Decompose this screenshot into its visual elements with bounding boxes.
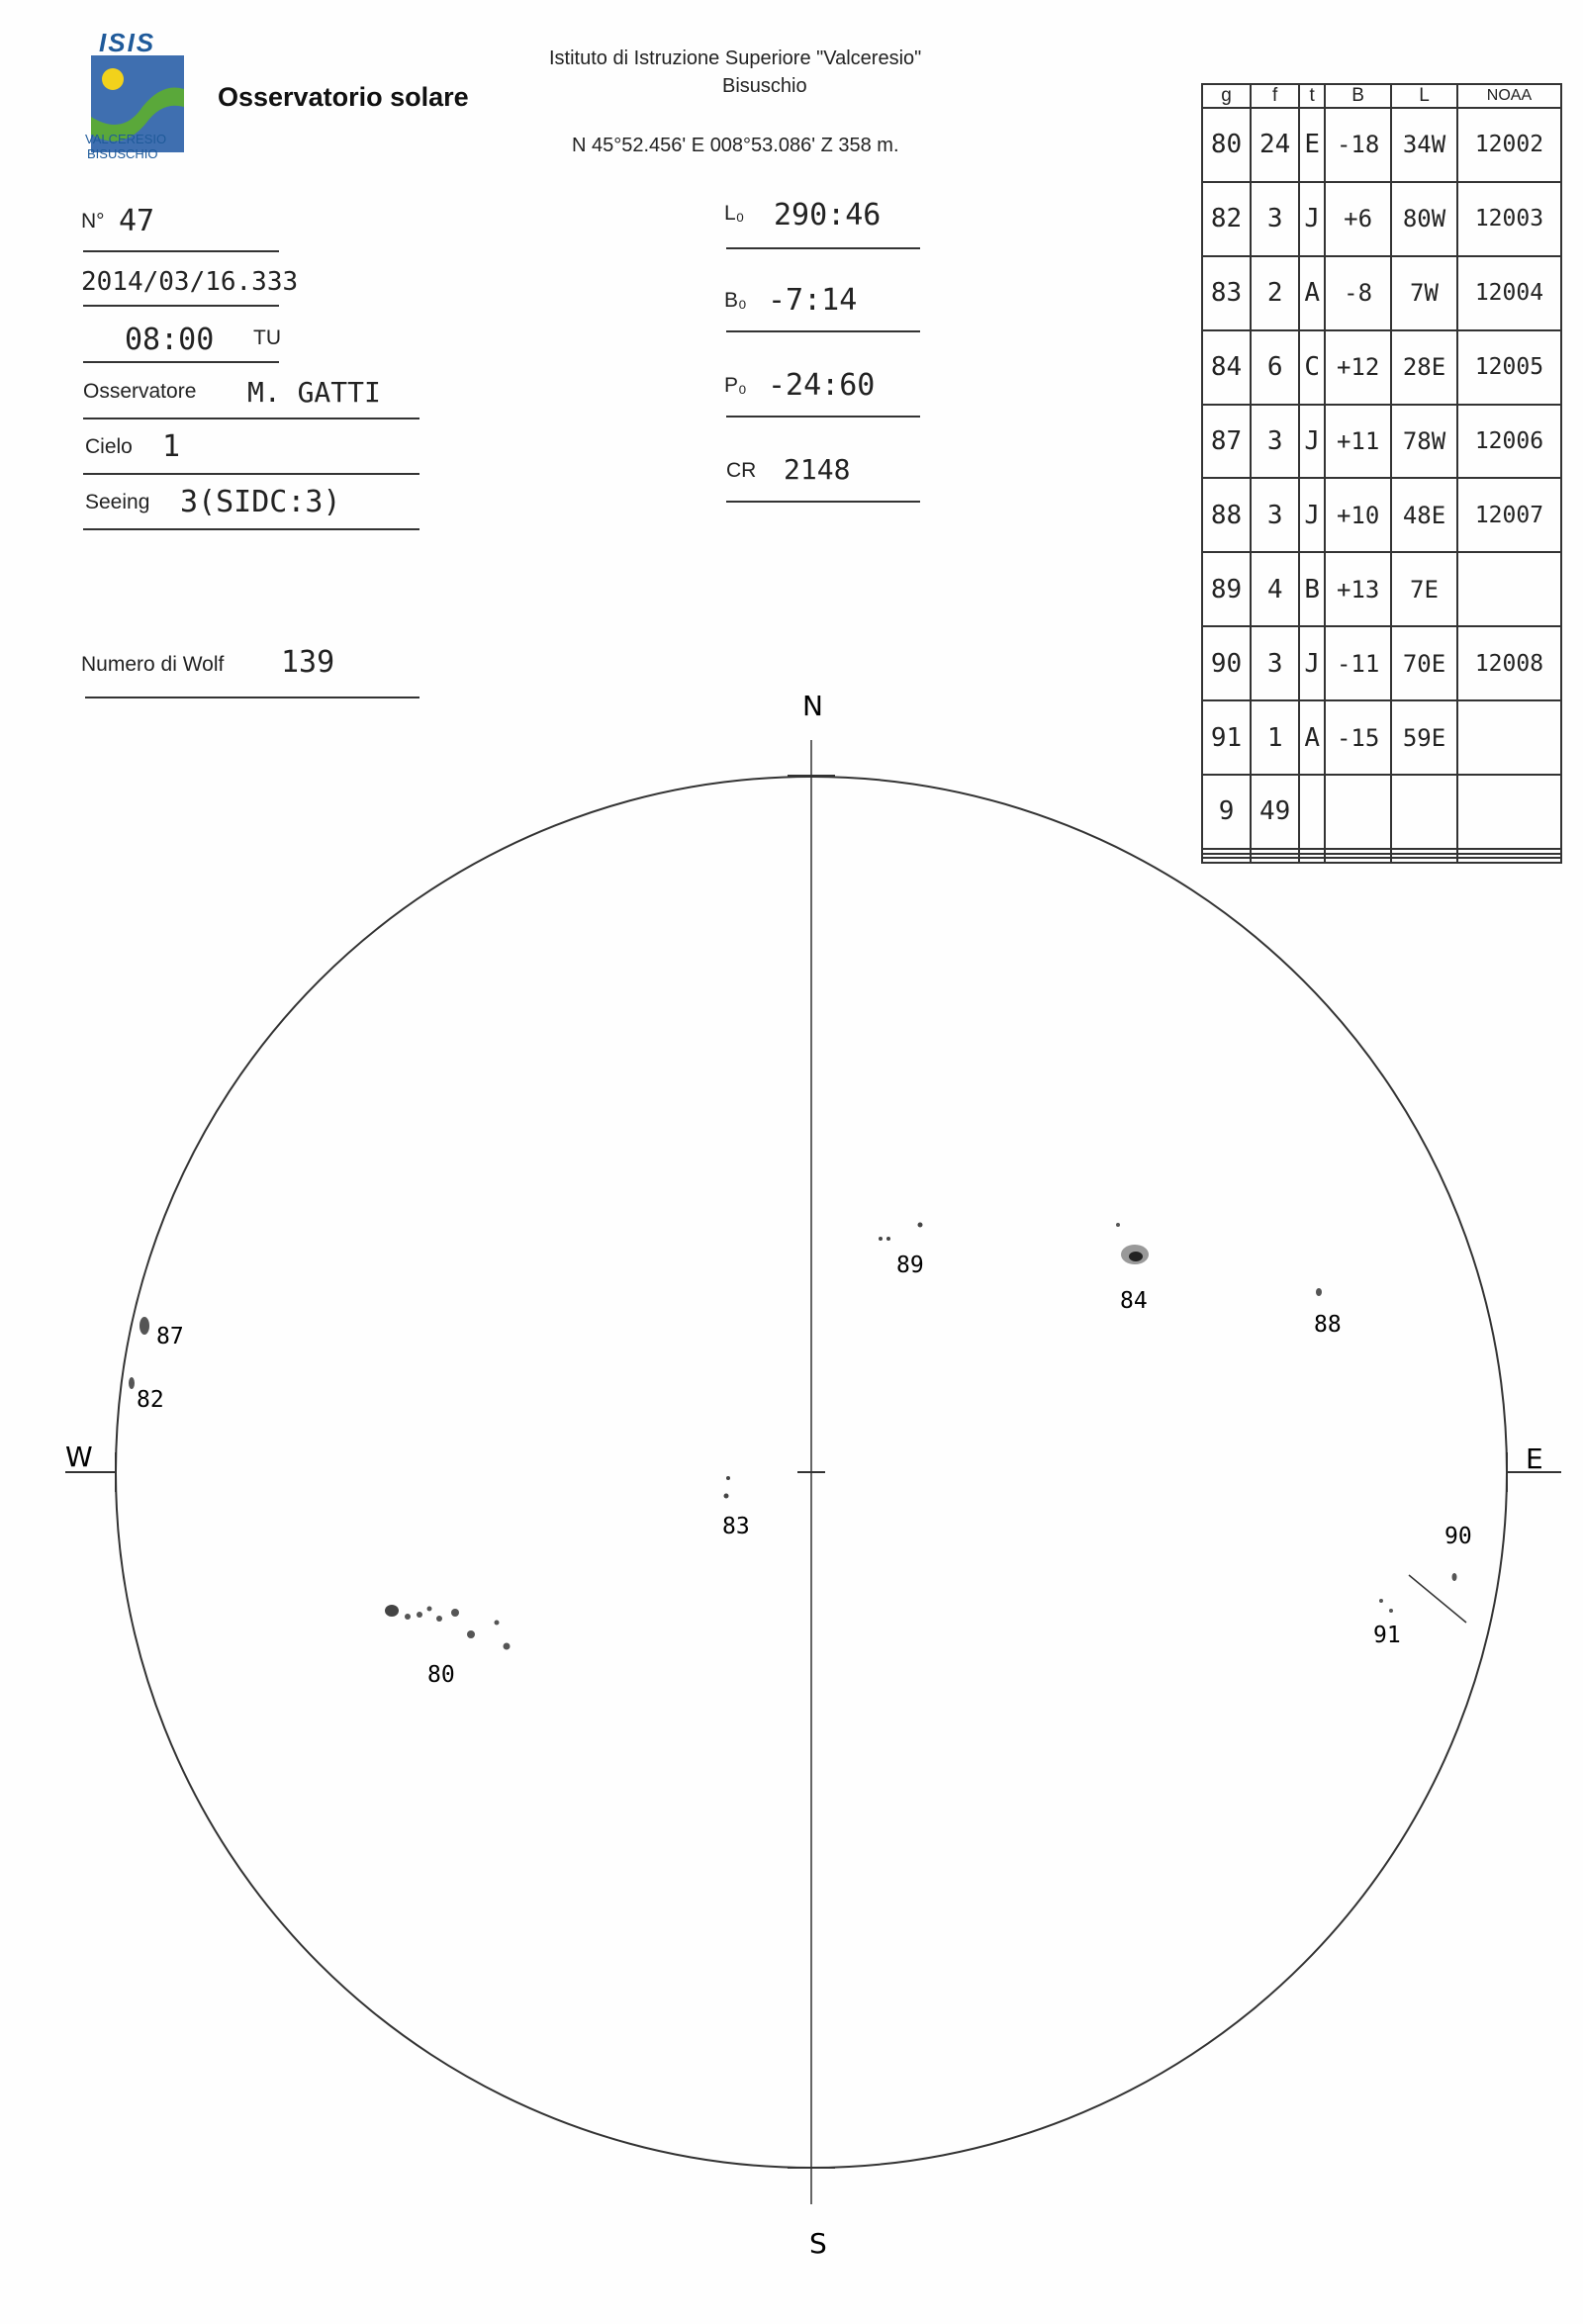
sky-value: 1: [162, 429, 181, 464]
south-label: S: [809, 2227, 827, 2260]
seeing-value: 3(SIDC:3): [180, 485, 341, 519]
table-cell: +12: [1325, 330, 1391, 405]
west-label: W: [65, 1441, 93, 1473]
table-cell: +10: [1325, 478, 1391, 552]
table-cell: 48E: [1391, 478, 1457, 552]
table-cell: 12006: [1457, 405, 1561, 479]
group-89-label: 89: [896, 1253, 924, 1278]
logo-subtitle-1: VALCERESIO: [85, 132, 167, 146]
number-label: N°: [81, 210, 105, 232]
table-cell: 82: [1202, 182, 1251, 256]
sunspot-group-82: [129, 1377, 135, 1389]
table-cell: 9: [1202, 775, 1251, 849]
table-cell: -8: [1325, 256, 1391, 330]
p0-label: P₀: [724, 374, 747, 397]
table-cell: 2: [1251, 256, 1299, 330]
table-cell: J: [1299, 405, 1325, 479]
header-l: L: [1391, 84, 1457, 108]
institute-name: Istituto di Istruzione Superiore "Valceresio": [549, 47, 922, 69]
header-f: f: [1251, 84, 1299, 108]
table-cell: 91: [1202, 700, 1251, 775]
table-cell: 3: [1251, 626, 1299, 700]
table-cell: 12008: [1457, 626, 1561, 700]
table-cell: -11: [1325, 626, 1391, 700]
table-cell: J: [1299, 182, 1325, 256]
table-cell: 24: [1251, 108, 1299, 182]
table-cell: 7W: [1391, 256, 1457, 330]
sunspot-group-88: [1316, 1288, 1322, 1296]
table-cell: B: [1299, 552, 1325, 626]
table-cell: +13: [1325, 552, 1391, 626]
wolf-label: Numero di Wolf: [81, 653, 225, 676]
table-cell: +11: [1325, 405, 1391, 479]
observer-value: M. GATTI: [247, 376, 381, 409]
l0-label: L₀: [724, 202, 745, 225]
table-cell: 12005: [1457, 330, 1561, 405]
table-cell: J: [1299, 626, 1325, 700]
sunspot-group-91: [1379, 1575, 1466, 1623]
table-cell: 12004: [1457, 256, 1561, 330]
header-b: B: [1325, 84, 1391, 108]
table-cell: -15: [1325, 700, 1391, 775]
table-cell: 70E: [1391, 626, 1457, 700]
table-cell: 12003: [1457, 182, 1561, 256]
group-87-label: 87: [156, 1324, 184, 1349]
group-90-label: 90: [1444, 1524, 1472, 1549]
header-t: t: [1299, 84, 1325, 108]
group-80-label: 80: [427, 1662, 455, 1688]
time-value: 08:00: [125, 323, 215, 357]
date-value: 2014/03/16.333: [81, 267, 299, 297]
table-cell: 78W: [1391, 405, 1457, 479]
table-cell: 1: [1251, 700, 1299, 775]
table-cell: 28E: [1391, 330, 1457, 405]
sunspot-group-80: [385, 1605, 511, 1650]
sunspot-group-89: [879, 1223, 923, 1242]
logo-title: ISIS: [99, 28, 156, 57]
site-coordinates: N 45°52.456' E 008°53.086' Z 358 m.: [572, 135, 899, 156]
time-unit: TU: [253, 326, 281, 349]
cr-value: 2148: [784, 453, 851, 486]
table-cell: 59E: [1391, 700, 1457, 775]
header-g: g: [1202, 84, 1251, 108]
observer-label: Osservatore: [83, 380, 197, 403]
table-cell: C: [1299, 330, 1325, 405]
table-cell: 87: [1202, 405, 1251, 479]
sunspot-group-83: [724, 1476, 731, 1499]
group-91-label: 91: [1373, 1623, 1401, 1648]
table-cell: 49: [1251, 775, 1299, 849]
p0-value: -24:60: [768, 368, 876, 403]
table-cell: 3: [1251, 405, 1299, 479]
table-cell: 7E: [1391, 552, 1457, 626]
table-cell: E: [1299, 108, 1325, 182]
sunspot-group-87: [140, 1317, 149, 1335]
table-cell: A: [1299, 256, 1325, 330]
institute-town: Bisuschio: [722, 75, 807, 97]
table-cell: 4: [1251, 552, 1299, 626]
table-cell: 80W: [1391, 182, 1457, 256]
sunspot-group-84: [1116, 1223, 1149, 1264]
sky-label: Cielo: [85, 435, 133, 458]
table-cell: 83: [1202, 256, 1251, 330]
group-84-label: 84: [1120, 1288, 1148, 1314]
table-cell: 12002: [1457, 108, 1561, 182]
header-noaa: NOAA: [1457, 84, 1561, 108]
table-cell: +6: [1325, 182, 1391, 256]
observatory-title: Osservatorio solare: [218, 82, 469, 112]
table-cell: 12007: [1457, 478, 1561, 552]
logo-subtitle-2: BISUSCHIO: [87, 146, 158, 161]
east-label: E: [1526, 1442, 1543, 1475]
table-cell: J: [1299, 478, 1325, 552]
sunspot-group-90: [1452, 1573, 1457, 1581]
table-cell: 3: [1251, 182, 1299, 256]
table-cell: 89: [1202, 552, 1251, 626]
north-label: N: [802, 690, 823, 722]
table-cell: 84: [1202, 330, 1251, 405]
wolf-value: 139: [281, 645, 335, 680]
table-cell: 80: [1202, 108, 1251, 182]
group-82-label: 82: [137, 1387, 164, 1413]
b0-value: -7:14: [768, 283, 858, 318]
table-cell: 34W: [1391, 108, 1457, 182]
b0-label: B₀: [724, 289, 747, 312]
number-value: 47: [119, 204, 155, 238]
table-cell: 90: [1202, 626, 1251, 700]
table-cell: 3: [1251, 478, 1299, 552]
cr-label: CR: [726, 459, 757, 482]
table-cell: A: [1299, 700, 1325, 775]
seeing-label: Seeing: [85, 491, 150, 513]
table-cell: 88: [1202, 478, 1251, 552]
table-cell: 6: [1251, 330, 1299, 405]
group-88-label: 88: [1314, 1312, 1342, 1338]
table-cell: -18: [1325, 108, 1391, 182]
group-83-label: 83: [722, 1514, 750, 1539]
l0-value: 290:46: [774, 198, 882, 232]
